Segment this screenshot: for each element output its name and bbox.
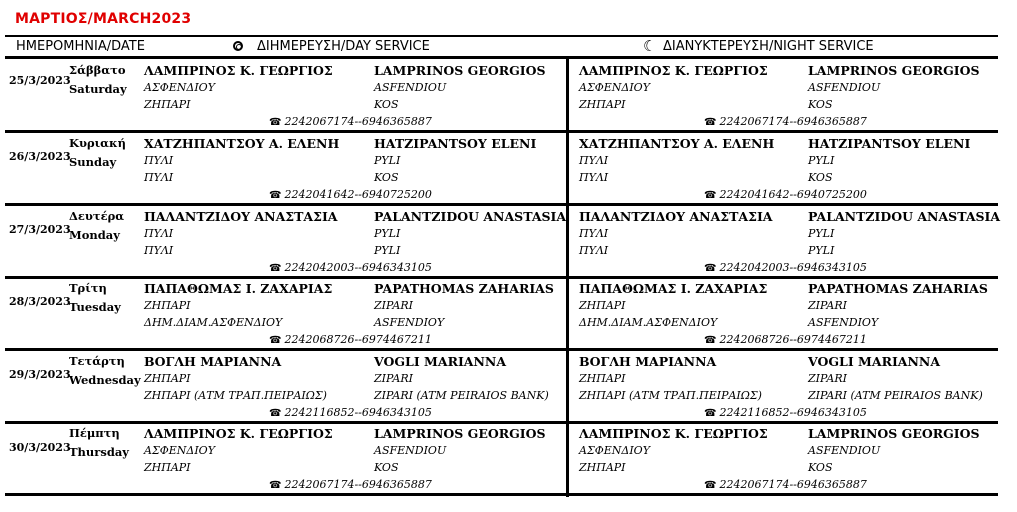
day-area-greek: ΔΗΜ.ΔΙΑΜ.ΑΣΦΕΝΔΙΟΥ xyxy=(144,316,283,329)
day-area-english: PYLI xyxy=(374,244,401,257)
night-address-greek: ΠΥΛΙ xyxy=(579,227,609,240)
night-phone xyxy=(704,115,867,128)
day-pharmacist-name-english: LAMPRINOS GEORGIOS xyxy=(374,426,546,441)
night-pharmacist-name-greek: ΧΑΤΖΗΠΑΝΤΣΟΥ Α. ΕΛΕΝΗ xyxy=(579,136,775,151)
night-area-english: ZIPARI (ATM PEIRAIOS BANK) xyxy=(808,389,983,402)
night-pharmacist-name-greek: ΛΑΜΠΡΙΝΟΣ Κ. ΓΕΩΡΓΙΟΣ xyxy=(579,426,768,441)
night-phone-number: 2242116852--6946343105 xyxy=(719,406,867,419)
phone-icon: ☎ xyxy=(269,480,282,491)
night-phone xyxy=(704,478,867,491)
weekday-english: Monday xyxy=(69,228,120,242)
table-row xyxy=(5,205,1001,277)
phone-icon: ☎ xyxy=(704,335,717,346)
phone-icon: ☎ xyxy=(269,190,282,201)
night-area-english: KOS xyxy=(808,98,833,111)
night-area-english: KOS xyxy=(808,171,833,184)
date-cell: 30/3/2023 xyxy=(9,441,71,454)
night-pharmacist-name-greek: ΠΑΠΑΘΩΜΑΣ Ι. ΖΑΧΑΡΙΑΣ xyxy=(579,281,768,296)
date-cell: 28/3/2023 xyxy=(9,295,71,308)
moon-icon: ☾ xyxy=(643,37,657,55)
day-pharmacist-name-english: PALANTZIDOU ANASTASIA xyxy=(374,209,567,224)
night-phone-number: 2242042003--6946343105 xyxy=(719,261,867,274)
day-address-greek: ΖΗΠΑΡΙ xyxy=(144,372,191,385)
day-phone xyxy=(269,478,432,491)
night-service-header: ΔΙΑΝΥΚΤΕΡΕΥΣΗ/NIGHT SERVICE xyxy=(663,39,874,54)
day-phone xyxy=(269,115,432,128)
day-address-english: ZIPARI xyxy=(374,299,413,312)
day-area-greek: ΠΥΛΙ xyxy=(144,244,174,257)
night-address-english: PYLI xyxy=(808,227,835,240)
day-area-english: ASFENDIOY xyxy=(374,316,445,329)
night-address-greek: ΖΗΠΑΡΙ xyxy=(579,372,626,385)
day-pharmacist-name-english: HATZIPANTSOY ELENI xyxy=(374,136,537,151)
day-phone-number: 2242116852--6946343105 xyxy=(284,406,432,419)
table-header xyxy=(5,37,998,57)
weekday-greek: Σάββατο xyxy=(69,63,126,77)
night-phone xyxy=(704,188,867,201)
night-phone-number: 2242041642--6940725200 xyxy=(719,188,867,201)
day-address-english: PYLI xyxy=(374,154,401,167)
table-row xyxy=(5,59,998,131)
weekday-english: Wednesday xyxy=(69,373,141,387)
night-area-greek: ΔΗΜ.ΔΙΑΜ.ΑΣΦΕΝΔΙΟΥ xyxy=(579,316,718,329)
night-phone-number: 2242067174--6946365887 xyxy=(719,115,867,128)
night-phone xyxy=(704,333,867,346)
day-address-english: ZIPARI xyxy=(374,372,413,385)
night-pharmacist-name-english: PALANTZIDOU ANASTASIA xyxy=(808,209,1001,224)
night-address-greek: ΠΥΛΙ xyxy=(579,154,609,167)
night-area-greek: ΖΗΠΑΡΙ (ΑΤΜ ΤΡΑΠ.ΠΕΙΡΑΙΩΣ) xyxy=(579,389,762,402)
day-address-english: PYLI xyxy=(374,227,401,240)
day-address-english: ASFENDIOU xyxy=(374,81,447,94)
weekday-greek: Πέμπτη xyxy=(69,426,120,440)
day-address-greek: ΑΣΦΕΝΔΙΟΥ xyxy=(144,81,215,94)
day-pharmacist-name-greek: ΧΑΤΖΗΠΑΝΤΣΟΥ Α. ΕΛΕΝΗ xyxy=(144,136,340,151)
weekday-greek: Κυριακή xyxy=(69,136,127,150)
day-phone xyxy=(269,406,432,419)
day-phone-number: 2242067174--6946365887 xyxy=(284,115,432,128)
day-area-english: KOS xyxy=(374,171,399,184)
phone-icon: ☎ xyxy=(704,190,717,201)
phone-icon: ☎ xyxy=(704,408,717,419)
night-phone xyxy=(704,406,867,419)
night-area-english: PYLI xyxy=(808,244,835,257)
weekday-greek: Δευτέρα xyxy=(69,209,125,223)
weekday-english: Tuesday xyxy=(69,300,121,314)
page-title: ΜΑΡΤΙΟΣ/MARCH2023 xyxy=(15,11,192,27)
night-pharmacist-name-greek: ΛΑΜΠΡΙΝΟΣ Κ. ΓΕΩΡΓΙΟΣ xyxy=(579,63,768,78)
night-address-greek: ΑΣΦΕΝΔΙΟΥ xyxy=(579,81,650,94)
day-address-english: ASFENDIOU xyxy=(374,444,447,457)
phone-icon: ☎ xyxy=(269,263,282,274)
table-row xyxy=(5,277,998,349)
day-area-greek: ΖΗΠΑΡΙ xyxy=(144,461,191,474)
night-phone xyxy=(704,261,867,274)
phone-icon: ☎ xyxy=(704,117,717,128)
day-area-english: KOS xyxy=(374,98,399,111)
night-address-english: ZIPARI xyxy=(808,372,847,385)
table-row xyxy=(5,350,998,422)
day-pharmacist-name-greek: ΛΑΜΠΡΙΝΟΣ Κ. ΓΕΩΡΓΙΟΣ xyxy=(144,63,333,78)
date-cell: 29/3/2023 xyxy=(9,368,71,381)
night-address-english: ASFENDIOU xyxy=(808,444,881,457)
weekday-english: Saturday xyxy=(69,82,127,96)
night-pharmacist-name-greek: ΒΟΓΛΗ ΜΑΡΙΑΝΝΑ xyxy=(579,354,717,369)
day-area-greek: ΖΗΠΑΡΙ xyxy=(144,98,191,111)
day-pharmacist-name-english: VOGLI MARIANNA xyxy=(374,354,507,369)
day-pharmacist-name-greek: ΠΑΛΑΝΤΖΙΔΟΥ ΑΝΑΣΤΑΣΙΑ xyxy=(144,209,338,224)
night-area-greek: ΠΥΛΙ xyxy=(579,171,609,184)
day-pharmacist-name-english: LAMPRINOS GEORGIOS xyxy=(374,63,546,78)
night-phone-number: 2242067174--6946365887 xyxy=(719,478,867,491)
night-area-greek: ΠΥΛΙ xyxy=(579,244,609,257)
night-address-english: ZIPARI xyxy=(808,299,847,312)
night-area-greek: ΖΗΠΑΡΙ xyxy=(579,98,626,111)
day-address-greek: ΑΣΦΕΝΔΙΟΥ xyxy=(144,444,215,457)
night-address-greek: ΑΣΦΕΝΔΙΟΥ xyxy=(579,444,650,457)
day-address-greek: ΠΥΛΙ xyxy=(144,227,174,240)
day-pharmacist-name-greek: ΒΟΓΛΗ ΜΑΡΙΑΝΝΑ xyxy=(144,354,282,369)
day-phone-number: 2242067174--6946365887 xyxy=(284,478,432,491)
date-cell: 26/3/2023 xyxy=(9,150,71,163)
day-phone-number: 2242068726--6974467211 xyxy=(284,333,432,346)
night-address-english: ASFENDIOU xyxy=(808,81,881,94)
night-address-english: PYLI xyxy=(808,154,835,167)
day-area-greek: ΠΥΛΙ xyxy=(144,171,174,184)
phone-icon: ☎ xyxy=(269,408,282,419)
phone-icon: ☎ xyxy=(269,335,282,346)
night-area-english: ASFENDIOY xyxy=(808,316,879,329)
weekday-english: Sunday xyxy=(69,155,117,169)
day-pharmacist-name-english: PAPATHOMAS ZAHARIAS xyxy=(374,281,554,296)
day-pharmacist-name-greek: ΛΑΜΠΡΙΝΟΣ Κ. ΓΕΩΡΓΙΟΣ xyxy=(144,426,333,441)
phone-icon: ☎ xyxy=(704,480,717,491)
night-pharmacist-name-english: HATZIPANTSOY ELENI xyxy=(808,136,971,151)
day-area-greek: ΖΗΠΑΡΙ (ΑΤΜ ΤΡΑΠ.ΠΕΙΡΑΙΩΣ) xyxy=(144,389,327,402)
weekday-greek: Τετάρτη xyxy=(69,354,125,368)
day-phone-number: 2242042003--6946343105 xyxy=(284,261,432,274)
table-row xyxy=(5,132,998,204)
night-phone-number: 2242068726--6974467211 xyxy=(719,333,867,346)
date-cell: 27/3/2023 xyxy=(9,223,71,236)
day-phone xyxy=(269,188,432,201)
night-area-english: KOS xyxy=(808,461,833,474)
date-cell: 25/3/2023 xyxy=(9,74,71,87)
phone-icon: ☎ xyxy=(269,117,282,128)
night-pharmacist-name-english: VOGLI MARIANNA xyxy=(808,354,941,369)
phone-icon: ☎ xyxy=(704,263,717,274)
day-phone xyxy=(269,333,432,346)
day-address-greek: ΠΥΛΙ xyxy=(144,154,174,167)
night-address-greek: ΖΗΠΑΡΙ xyxy=(579,299,626,312)
table-row xyxy=(5,422,998,494)
night-pharmacist-name-greek: ΠΑΛΑΝΤΖΙΔΟΥ ΑΝΑΣΤΑΣΙΑ xyxy=(579,209,773,224)
date-column-header: ΗΜΕΡΟΜΗΝΙΑ/DATE xyxy=(16,39,145,54)
day-phone xyxy=(269,261,432,274)
day-phone-number: 2242041642--6940725200 xyxy=(284,188,432,201)
night-pharmacist-name-english: LAMPRINOS GEORGIOS xyxy=(808,426,980,441)
night-area-greek: ΖΗΠΑΡΙ xyxy=(579,461,626,474)
weekday-english: Thursday xyxy=(69,445,129,459)
day-area-english: ZIPARI (ATM PEIRAIOS BANK) xyxy=(374,389,549,402)
weekday-greek: Τρίτη xyxy=(69,281,107,295)
day-area-english: KOS xyxy=(374,461,399,474)
night-pharmacist-name-english: PAPATHOMAS ZAHARIAS xyxy=(808,281,988,296)
day-address-greek: ΖΗΠΑΡΙ xyxy=(144,299,191,312)
day-service-header: ΔΙΗΜΕΡΕΥΣΗ/DAY SERVICE xyxy=(257,39,430,54)
day-pharmacist-name-greek: ΠΑΠΑΘΩΜΑΣ Ι. ΖΑΧΑΡΙΑΣ xyxy=(144,281,333,296)
night-pharmacist-name-english: LAMPRINOS GEORGIOS xyxy=(808,63,980,78)
row-separator xyxy=(5,493,998,496)
